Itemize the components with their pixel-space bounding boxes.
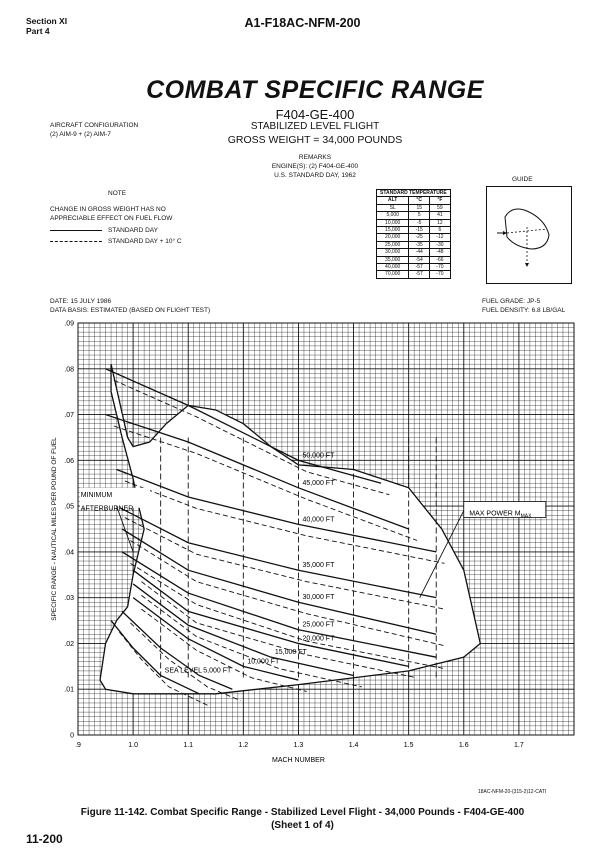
engine-title: F404-GE-400 xyxy=(275,107,355,122)
table-cell: 5,000 xyxy=(377,212,409,219)
table-cell: -66 xyxy=(430,256,451,263)
table-cell: -12 xyxy=(430,234,451,241)
table-cell: -54 xyxy=(409,256,430,263)
basis-text: DATA BASIS: ESTIMATED (BASED ON FLIGHT TEST) xyxy=(50,307,211,314)
min-afterburner-label: MINIMUM xyxy=(80,491,113,499)
min-afterburner-label-2: AFTERBURNER xyxy=(80,505,134,513)
table-cell: 12 xyxy=(430,219,451,226)
curve-label: 5,000 FT xyxy=(203,667,232,675)
table-cell: 40,000 xyxy=(377,264,409,271)
curve-label: 40,000 FT xyxy=(302,516,335,524)
std-temp-header: °F xyxy=(430,197,451,204)
document-id: A1-F18AC-NFM-200 xyxy=(244,16,361,30)
table-cell: 15,000 xyxy=(377,227,409,234)
caption-line1: Figure 11-142. Combat Specific Range - Stabilized Level Flight - 34,000 Pounds - F404-GE-400 xyxy=(80,807,525,818)
x-tick-label: 1.0 xyxy=(128,742,138,749)
y-tick-label: .08 xyxy=(64,366,74,374)
std-temp-header: ALT xyxy=(377,197,409,204)
table-cell: -5 xyxy=(409,219,430,226)
x-tick-label: 1.7 xyxy=(514,742,524,749)
table-cell: 30,000 xyxy=(377,249,409,256)
table-cell: -30 xyxy=(430,241,451,248)
curve-label: 35,000 FT xyxy=(302,562,335,570)
fuel-density: FUEL DENSITY: 6.8 LB/GAL xyxy=(482,307,566,314)
y-tick-label: .06 xyxy=(64,457,74,465)
y-tick-label: .02 xyxy=(64,640,74,648)
table-cell: -25 xyxy=(409,234,430,241)
table-cell: SL xyxy=(377,204,409,211)
table-cell: 5 xyxy=(409,212,430,219)
guide-label: GUIDE xyxy=(512,176,533,183)
curve-label: 20,000 FT xyxy=(302,635,335,643)
y-axis-label: SPECIFIC RANGE - NAUTICAL MILES PER POUND OF FUEL xyxy=(51,437,58,621)
note-line1: CHANGE IN GROSS WEIGHT HAS NO xyxy=(50,206,166,213)
fuel-grade: FUEL GRADE: JP-5 xyxy=(482,298,541,305)
table-cell: -70 xyxy=(430,264,451,271)
x-tick-label: 1.6 xyxy=(458,742,469,749)
std-temp-title: STANDARD TEMPERATURE xyxy=(377,190,451,197)
aircraft-config-value: (2) AIM-9 + (2) AIM-7 xyxy=(50,131,111,138)
table-cell: -70 xyxy=(430,271,451,278)
chart-title: COMBAT SPECIFIC RANGE xyxy=(146,76,484,104)
x-tick-label: 1.2 xyxy=(238,742,249,749)
table-cell: -57 xyxy=(409,271,430,278)
figure-id: 18AC-NFM-20-(315-2)12-CATI xyxy=(478,789,547,795)
section-text: Section XI xyxy=(26,16,68,26)
table-cell: 41 xyxy=(430,212,451,219)
curve-label: 45,000 FT xyxy=(302,479,335,487)
table-cell: 25,000 xyxy=(377,241,409,248)
curve-label: 15,000 FT xyxy=(274,649,307,657)
legend-dashed-label: STANDARD DAY + 10° C xyxy=(108,238,182,245)
x-tick-label: 1.4 xyxy=(348,742,359,749)
table-cell: 15 xyxy=(409,204,430,211)
x-tick-label: 1.1 xyxy=(183,742,194,749)
curve-label: SEA LEVEL xyxy=(164,667,203,675)
table-cell: 10,000 xyxy=(377,219,409,226)
y-tick-label: .04 xyxy=(64,549,74,557)
x-tick-label: .9 xyxy=(75,742,81,749)
figure-caption xyxy=(0,806,605,832)
legend-solid-label: STANDARD DAY xyxy=(108,227,158,234)
table-cell: -15 xyxy=(409,227,430,234)
y-tick-label: .05 xyxy=(64,503,74,511)
table-cell: 59 xyxy=(430,204,451,211)
note-title: NOTE xyxy=(108,190,127,197)
remarks-engine: ENGINE(S): (2) F404-GE-400 xyxy=(271,163,359,170)
table-cell: -35 xyxy=(409,241,430,248)
caption-line2: (Sheet 1 of 4) xyxy=(271,820,334,831)
x-tick-label: 1.5 xyxy=(403,742,414,749)
note-line2: APPRECIABLE EFFECT ON FUEL FLOW xyxy=(50,215,173,222)
y-tick-label: .01 xyxy=(64,686,74,694)
table-cell: 35,000 xyxy=(377,256,409,263)
aircraft-config-title: AIRCRAFT CONFIGURATION xyxy=(50,122,139,129)
table-cell: 20,000 xyxy=(377,234,409,241)
part-text: Part 4 xyxy=(26,26,50,36)
y-tick-label: .07 xyxy=(64,412,74,420)
max-power-text: MAX POWER M xyxy=(469,510,521,518)
max-power-sub: MAX xyxy=(520,513,532,520)
curve-label: 50,000 FT xyxy=(302,452,335,460)
y-tick-label: .03 xyxy=(64,595,74,603)
chart-curves xyxy=(80,364,546,705)
date-text: DATE: 15 JULY 1986 xyxy=(50,298,112,305)
y-tick-label: 0 xyxy=(70,732,74,740)
table-cell: -57 xyxy=(409,264,430,271)
x-tick-label: 1.3 xyxy=(293,742,304,749)
curve-label: 30,000 FT xyxy=(302,594,335,602)
curve-label: 10,000 FT xyxy=(247,658,280,666)
y-tick-label: .09 xyxy=(64,320,74,328)
table-cell: 6 xyxy=(430,227,451,234)
weight-title: GROSS WEIGHT = 34,000 POUNDS xyxy=(227,134,403,146)
table-cell: -44 xyxy=(409,249,430,256)
curve-label: 25,000 FT xyxy=(302,621,335,629)
page-number: 11-200 xyxy=(26,832,63,846)
std-temp-header: °C xyxy=(409,197,430,204)
x-axis-label: MACH NUMBER xyxy=(271,757,325,764)
remarks-day: U.S. STANDARD DAY, 1962 xyxy=(274,172,356,179)
table-cell: 70,000 xyxy=(377,271,409,278)
remarks-title: REMARKS xyxy=(298,154,332,161)
table-cell: -48 xyxy=(430,249,451,256)
condition-title: STABILIZED LEVEL FLIGHT xyxy=(250,121,380,132)
